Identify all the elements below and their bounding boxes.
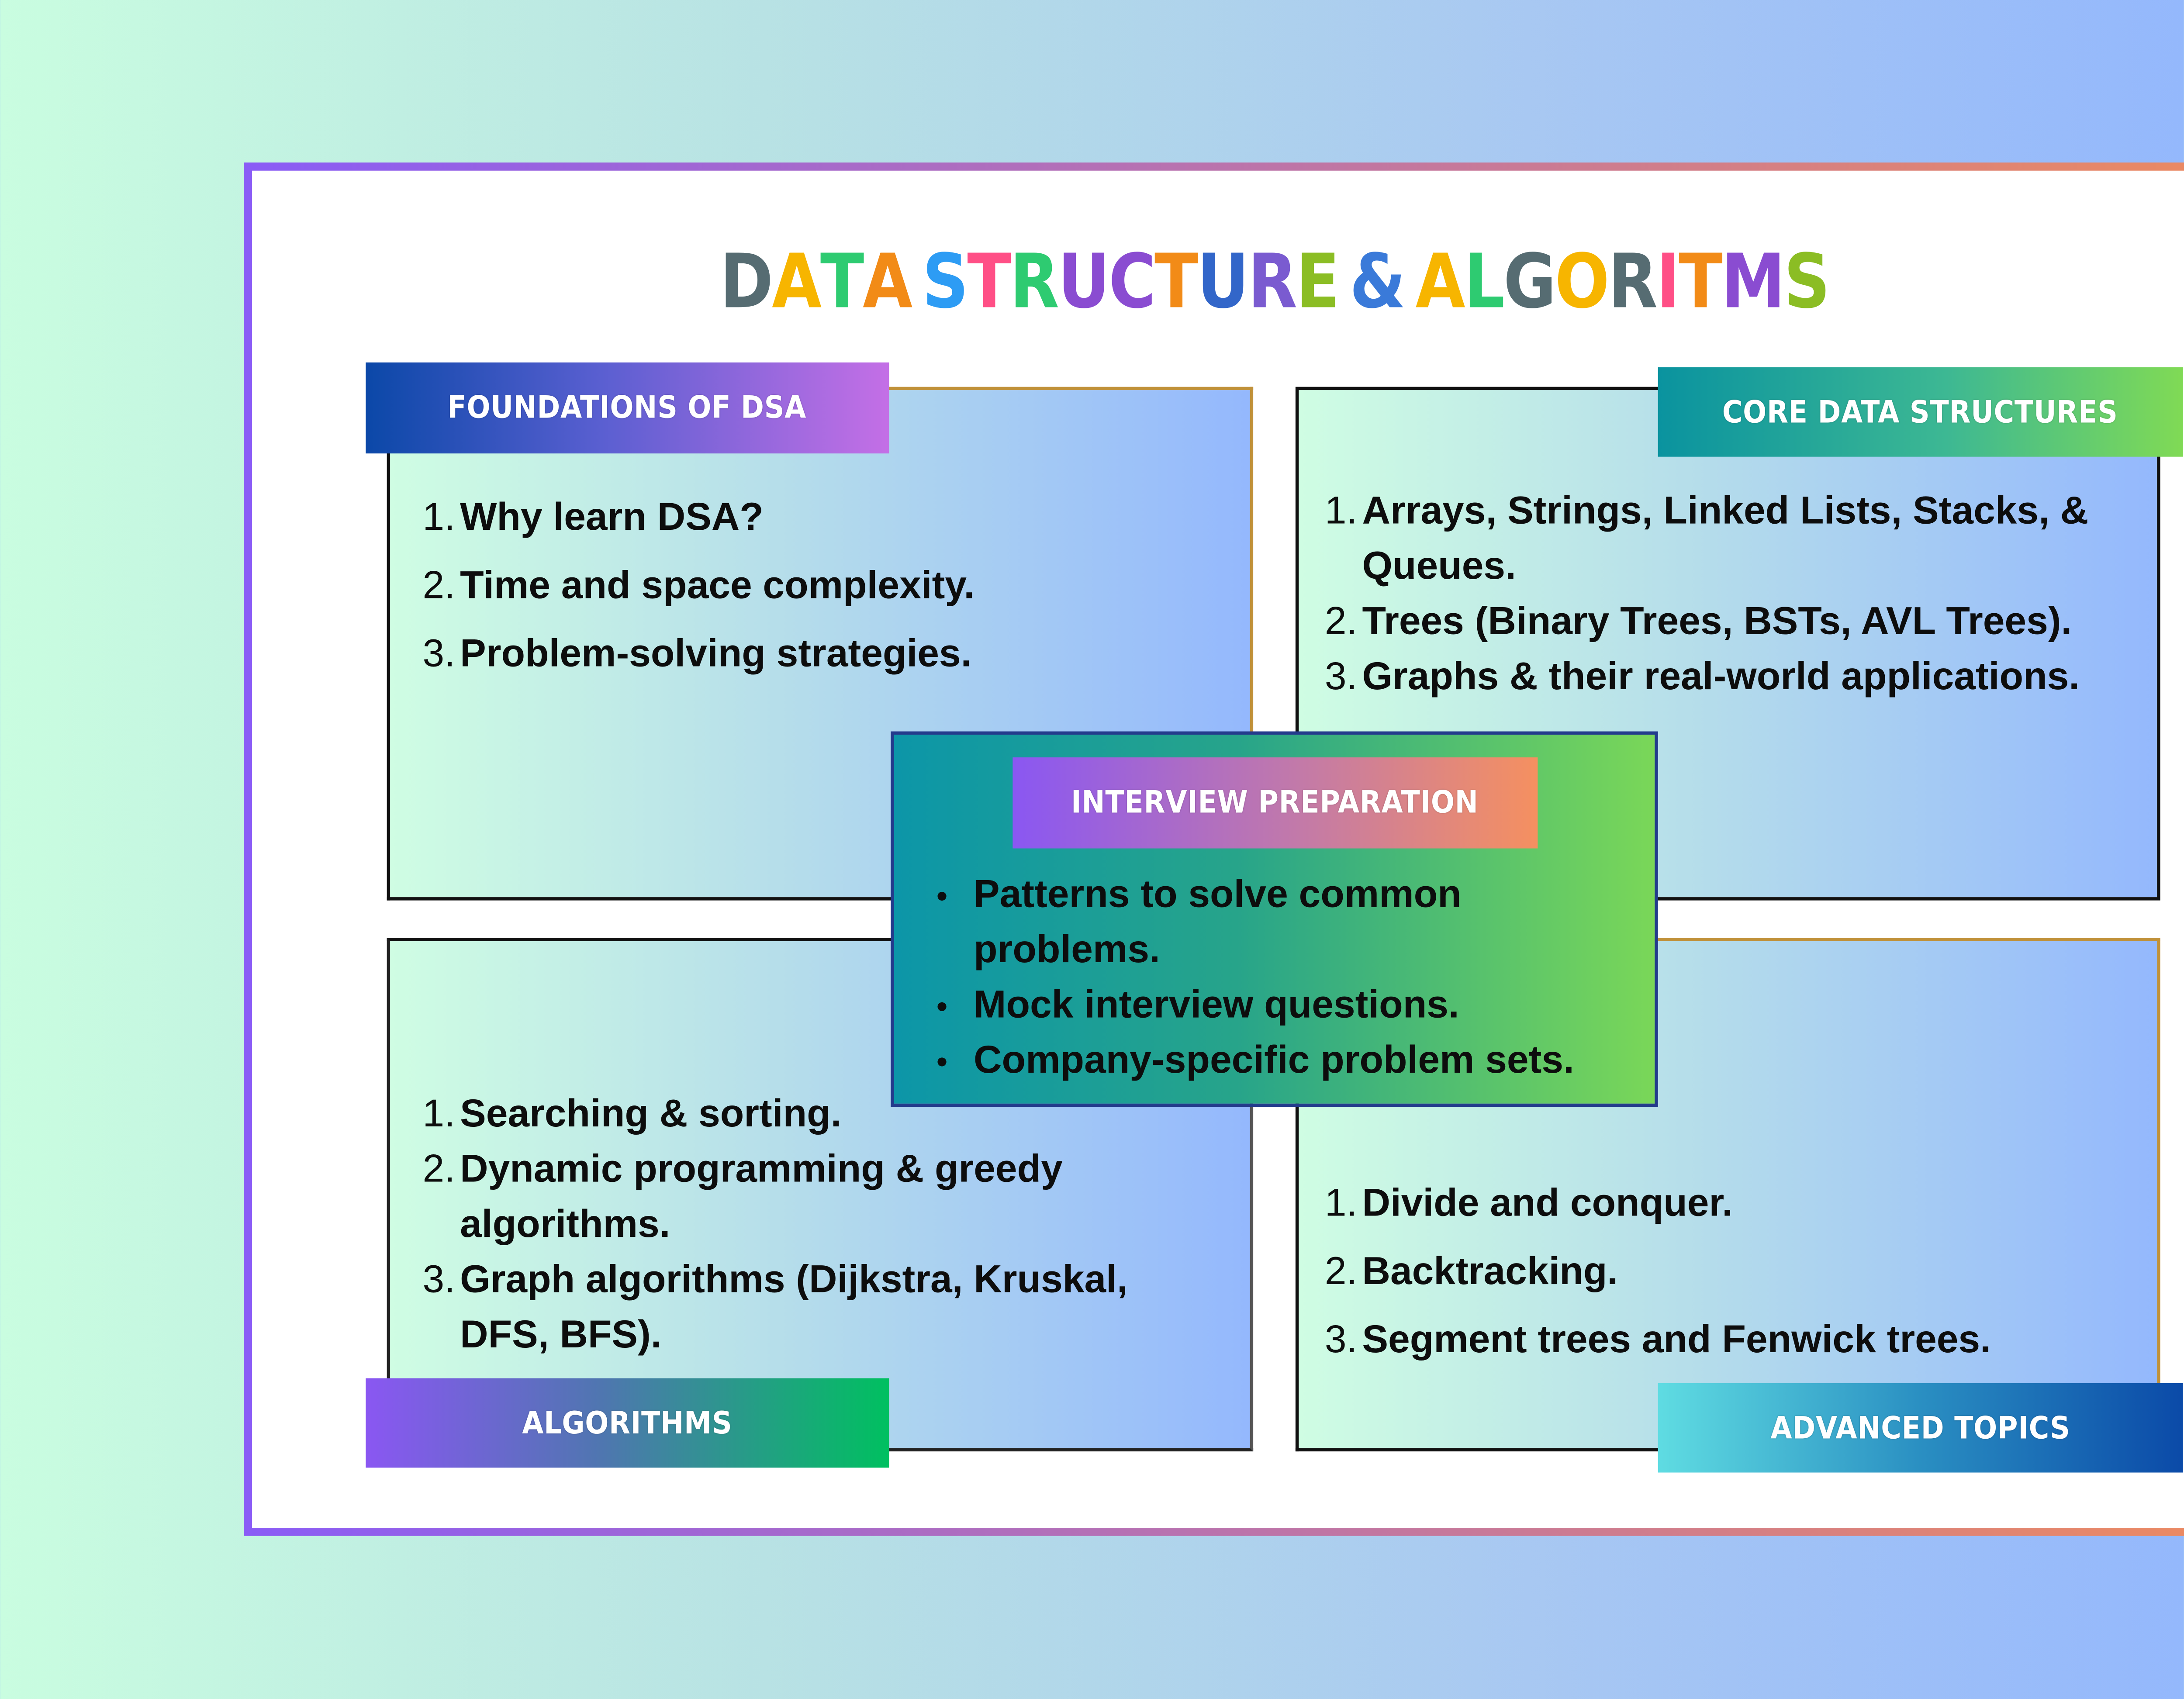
list-item: 2. Time and space complexity. (422, 564, 975, 608)
title-letter: I (1656, 237, 1679, 325)
advanced-list (1325, 1170, 2138, 1375)
list-item: 3. Graphs & their real-world applications. (1324, 655, 2080, 699)
title-letter (1338, 231, 1350, 332)
core-heading: CORE DATA STRUCTURES (1722, 394, 2118, 430)
interview-list (936, 868, 1619, 1089)
list-item: 1. Searching & sorting. (422, 1092, 842, 1136)
list-item: 2. Dynamic programming & greedy algorithms. (422, 1147, 1063, 1247)
title-letter: A (772, 237, 820, 325)
title-letter: O (1555, 237, 1608, 325)
title-letter: R (1248, 237, 1296, 325)
list-item: • Patterns to solve common problems. (936, 873, 1462, 972)
list-item: 1. Why learn DSA? (422, 495, 764, 540)
core-list (1325, 484, 2138, 705)
list-item: • Mock interview questions. (936, 983, 1459, 1027)
title-letter: & (1349, 237, 1405, 325)
title-letter: A (863, 237, 911, 325)
title-letter: L (1464, 237, 1504, 325)
title-letter: U (1197, 237, 1248, 325)
core-heading-banner (1658, 367, 2183, 457)
list-item: 1. Divide and conquer. (1324, 1181, 1733, 1226)
title-letter: D (720, 237, 772, 325)
algorithms-heading: ALGORITHMS (522, 1405, 733, 1441)
title-letter: T (1154, 237, 1197, 325)
algorithms-list (423, 1088, 1203, 1364)
interview-heading-banner (1013, 757, 1538, 848)
title-letter (911, 231, 923, 332)
title-letter: T (967, 237, 1010, 325)
title-letter: C (1109, 237, 1155, 325)
list-item: • Company-specific problem sets. (936, 1038, 1574, 1083)
title-letter: R (1009, 237, 1058, 325)
list-item: 3. Segment trees and Fenwick trees. (1324, 1318, 1991, 1362)
advanced-heading: ADVANCED TOPICS (1770, 1410, 2070, 1446)
foundations-heading: FOUNDATIONS OF DSA (448, 390, 807, 426)
advanced-heading-banner (1658, 1383, 2183, 1473)
interview-box (891, 732, 1658, 1107)
title-letter (1404, 231, 1416, 332)
list-item: 3. Graph algorithms (Dijkstra, Kruskal, DFS, BFS). (422, 1258, 1128, 1357)
title-letter: G (1503, 237, 1555, 325)
title-letter: M (1721, 237, 1784, 325)
poster-title (178, 231, 2184, 332)
title-letter: S (1783, 237, 1829, 325)
foundations-list (423, 484, 1236, 689)
list-item: 3. Problem-solving strategies. (422, 632, 972, 677)
title-letter: T (820, 237, 863, 325)
title-letter: T (1679, 237, 1721, 325)
algorithms-heading-banner (366, 1378, 889, 1468)
list-item: 2. Trees (Binary Trees, BSTs, AVL Trees). (1324, 600, 2072, 644)
title-letter: A (1415, 237, 1464, 325)
list-item: 1. Arrays, Strings, Linked Lists, Stacks, & Queues. (1324, 489, 2089, 589)
title-letter: U (1057, 237, 1109, 325)
foundations-heading-banner (366, 363, 889, 453)
title-letter: E (1296, 237, 1339, 325)
list-item: 2. Backtracking. (1324, 1250, 1618, 1294)
interview-heading: INTERVIEW PREPARATION (1071, 785, 1479, 821)
title-letter: R (1608, 237, 1656, 325)
title-letter: S (922, 237, 968, 325)
